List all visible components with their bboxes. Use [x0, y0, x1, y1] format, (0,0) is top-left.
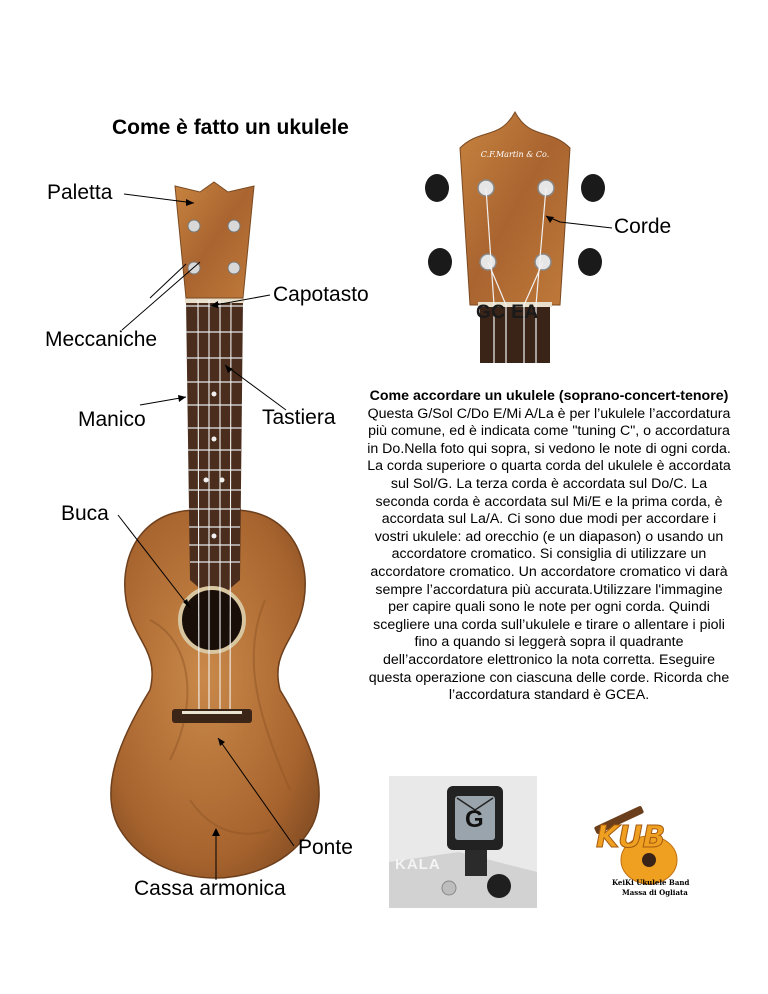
headstock-closeup: [460, 112, 570, 305]
sound-hole: [180, 588, 244, 652]
logo-location: Massa di Ogliata: [622, 888, 688, 897]
label-ponte: Ponte: [298, 836, 353, 859]
saddle: [182, 711, 242, 714]
ukulele-neck: [186, 300, 243, 592]
label-cassa-armonica: Cassa armonica: [134, 877, 286, 900]
label-capotasto: Capotasto: [273, 283, 369, 306]
logo-band-name: KeiKi Ukulele Band: [612, 878, 690, 887]
nut: [185, 298, 244, 303]
label-tastiera: Tastiera: [262, 406, 336, 429]
tuning-body: Questa G/Sol C/Do E/Mi A/La è per l’ukulele l’accordatura più comune, ed è indicata come "tuning C", o accordatura in Do.Nella foto qui sopra, si vedono le note di ogni corda. La corda superiore o quarta corda del ukulele è accordata sul Sol/G. La terza corda è accordata sul Do/C. La seconda corda è accordata sul Mi/E e la prima corda, è accordata sul La/A. Ci sono due modi per accordare i vostri ukulele: ad orecchio (e un diapason) o usando un accordatore cromatico. Si consiglia di utilizzare un accordatore cromatico. Un accordatore cromatico vi darà sempre l’accordatura più accurata.Utilizzare l'immagine per capire quali sono le note per ogni corda. Quindi scegliere una corda sull’ukulele e tirare o allentare i pioli fino a quando si leggerà sopra il quadrante dell’accordatore elettronico la nota corretta. Eseguire questa operazione con ciascuna delle corde. Ricorda che l’accordatura standard è GCEA.: [367, 405, 731, 704]
tuning-notes-label: GC EA: [476, 302, 539, 323]
logo-letters: KUB: [596, 820, 666, 855]
label-manico: Manico: [78, 408, 146, 431]
page-title: Come è fatto un ukulele: [112, 116, 349, 139]
label-buca: Buca: [61, 502, 109, 525]
tuning-instructions: [364, 388, 734, 705]
tuner-illustration: [389, 776, 537, 908]
label-meccaniche: Meccaniche: [45, 328, 158, 351]
tuning-heading: Come accordare un ukulele (soprano-concert-tenore): [369, 388, 729, 404]
tuner-photo: [389, 776, 537, 908]
tuner-brand: KALA: [395, 856, 441, 873]
headstock-logo: C.F.Martin & Co.: [480, 150, 550, 159]
ukulele-headstock: [175, 182, 254, 298]
label-paletta: Paletta: [47, 181, 113, 204]
label-corde: Corde: [614, 215, 672, 238]
tuner-note: G: [465, 806, 484, 833]
